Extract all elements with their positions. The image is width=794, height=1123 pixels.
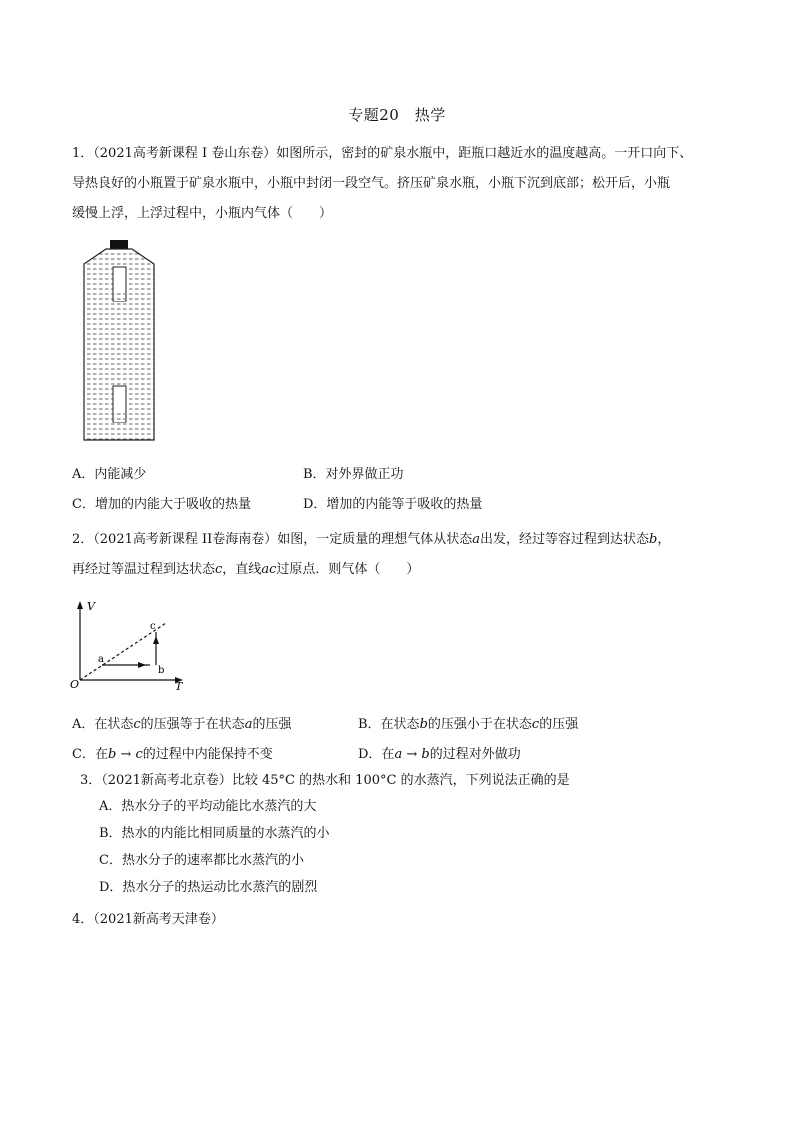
page-title: 专题20 热学 [348, 106, 446, 124]
bottle-figure [80, 236, 160, 446]
q2-stem-line-2: 再经过等温过程到达状态c，直线ac过原点．则气体（ ） [72, 562, 420, 577]
q3-option-a: A．热水分子的平均动能比水蒸汽的大 [99, 799, 317, 814]
q2-option-d: D．在a → b的过程对外做功 [358, 747, 521, 762]
ab-arrow [138, 662, 146, 668]
t-axis-label: T [175, 680, 183, 692]
bottle-cap [110, 240, 128, 249]
q2-stem-line-1: 2．（2021高考新课程 II卷海南卷）如图，一定质量的理想气体从状态a出发，经过等容过程到达状态b， [72, 532, 671, 547]
q3-option-d: D．热水分子的热运动比水蒸汽的剧烈 [99, 880, 318, 895]
q3-option-c: C．热水分子的速率都比水蒸汽的小 [99, 853, 304, 868]
q1-option-c: C．增加的内能大于吸收的热量 [72, 497, 251, 512]
q2-option-a: A．在状态c的压强等于在状态a的压强 [72, 717, 292, 732]
q3-option-b: B．热水的内能比相同质量的水蒸汽的小 [99, 826, 330, 841]
origin-label: O [70, 678, 80, 691]
q1-stem-line-2: 导热良好的小瓶置于矿泉水瓶中，小瓶中封闭一段空气。挤压矿泉水瓶，小瓶下沉到底部；松开后，小瓶 [72, 176, 671, 191]
q4-stem: 4．（2021新高考天津卷） [72, 912, 224, 927]
q1-option-b: B．对外界做正功 [303, 467, 404, 482]
q3-stem: 3．（2021新高考北京卷）比较 45°C 的热水和 100°C 的水蒸汽，下列说法正确的是 [80, 773, 570, 788]
q1-option-d: D．增加的内能等于吸收的热量 [303, 497, 483, 512]
v-axis-label: V [87, 600, 95, 613]
q2-option-b: B．在状态b的压强小于在状态c的压强 [358, 717, 579, 732]
point-b-label: b [158, 665, 165, 676]
v-axis-arrow [77, 601, 83, 609]
vt-diagram [66, 596, 196, 692]
q2-option-c: C．在b → c的过程中内能保持不变 [72, 747, 273, 762]
point-a-label: a [98, 654, 104, 665]
q1-stem-line-1: 1．（2021高考新课程 I 卷山东卷）如图所示，密封的矿泉水瓶中，距瓶口越近水的温度越高。一开口向下、 [72, 146, 693, 161]
bc-arrow [153, 636, 159, 644]
q1-stem-line-3: 缓慢上浮，上浮过程中，小瓶内气体（ ） [72, 206, 333, 221]
q1-option-a: A．内能减少 [72, 467, 147, 482]
point-c-label: c [150, 621, 156, 632]
